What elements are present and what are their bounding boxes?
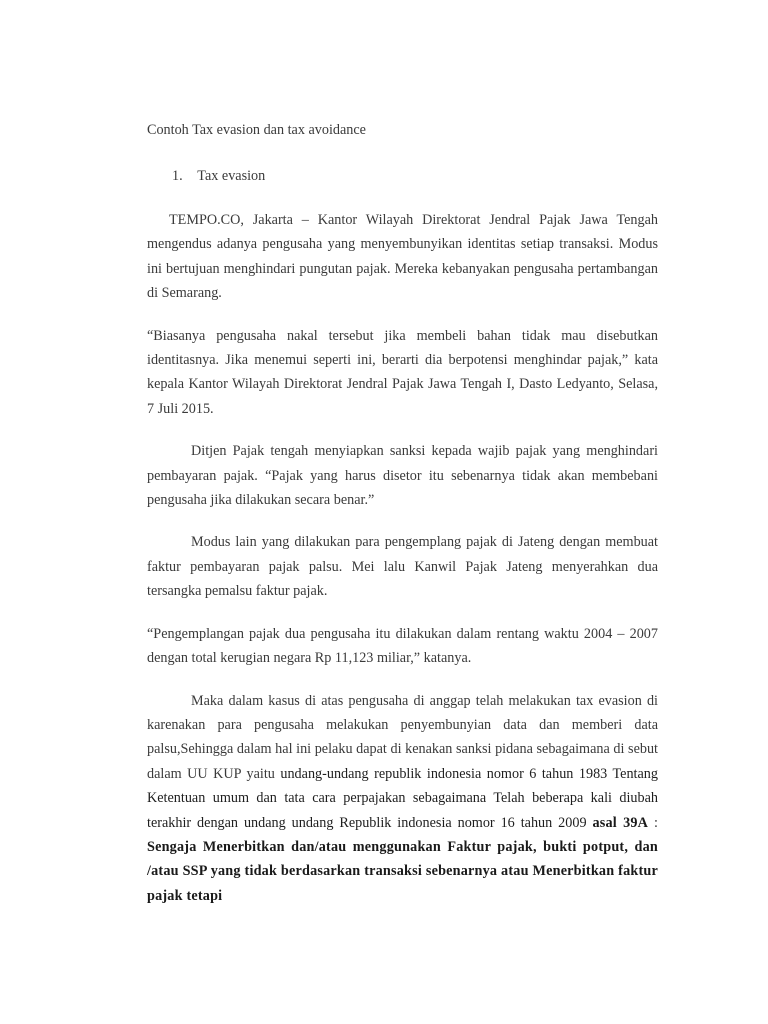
paragraph-6 xyxy=(147,689,658,909)
paragraph-4: Modus lain yang dilakukan para pengemplang pajak di Jateng dengan membuat faktur pembayaran pajak palsu. Mei lalu Kanwil Pajak Jateng menyerahkan dua tersangka pemalsu faktur pajak. xyxy=(147,534,658,600)
law-reference: undang-undang republik indonesia nomor 6 tahun 1983 Tentang Ketentuan umum dan tata cara perpajakan sebagaimana Telah beberapa kali diubah terakhir dengan undang undang Republik indonesia nomor 16 tahun 2009 xyxy=(147,765,658,831)
article-number: asal 39A xyxy=(592,814,649,831)
paragraph-6-text: Maka dalam kasus di atas pengusaha di anggap telah melakukan tax evasion di karenakan para pengusaha melakukan penyembunyian data dan memberi data palsu,Sehingga dalam hal ini pelaku dapat di kenakan sanksi pidana sebagaimana di sebut dalam UU KUP yaitu xyxy=(147,692,658,782)
document-title: Contoh Tax evasion dan tax avoidance xyxy=(147,122,366,138)
list-label: Tax evasion xyxy=(197,168,266,184)
article-text: Sengaja Menerbitkan dan/atau menggunakan Faktur pajak, bukti potput, dan /atau SSP yang tidak berdasarkan transaksi sebenarnya atau Menerbitkan faktur pajak tetapi xyxy=(147,838,658,904)
paragraph-5-quote: “Pengemplangan pajak dua pengusaha itu dilakukan dalam rentang waktu 2004 – 2007 dengan total kerugian negara Rp 11,123 miliar,” katanya. xyxy=(147,625,658,667)
paragraph-3: Ditjen Pajak tengah menyiapkan sanksi kepada wajib pajak yang menghindari pembayaran pajak. “Pajak yang harus disetor itu sebenarnya tidak akan membebani pengusaha jika dilakukan secara benar.” xyxy=(147,443,658,509)
list-item-tax-evasion xyxy=(147,164,658,188)
article-separator: : xyxy=(648,814,658,831)
paragraph-2-quote: “Biasanya pengusaha nakal tersebut jika membeli bahan tidak mau disebutkan identitasnya. Jika menemui seperti ini, berarti dia berpotensi menghindar pajak,” kata kepala Kantor Wilayah Direktorat Jendral Pajak Jawa Tengah I, Dasto Ledyanto, Selasa, 7 Juli 2015. xyxy=(147,327,658,417)
list-number: 1. xyxy=(172,168,183,184)
paragraph-1: TEMPO.CO, Jakarta – Kantor Wilayah Direktorat Jendral Pajak Jawa Tengah mengendus adanya pengusaha yang menyembunyikan identitas setiap transaksi. Modus ini bertujuan menghindari pungutan pajak. Mereka kebanyakan pengusaha pertambangan di Semarang. xyxy=(147,212,658,302)
